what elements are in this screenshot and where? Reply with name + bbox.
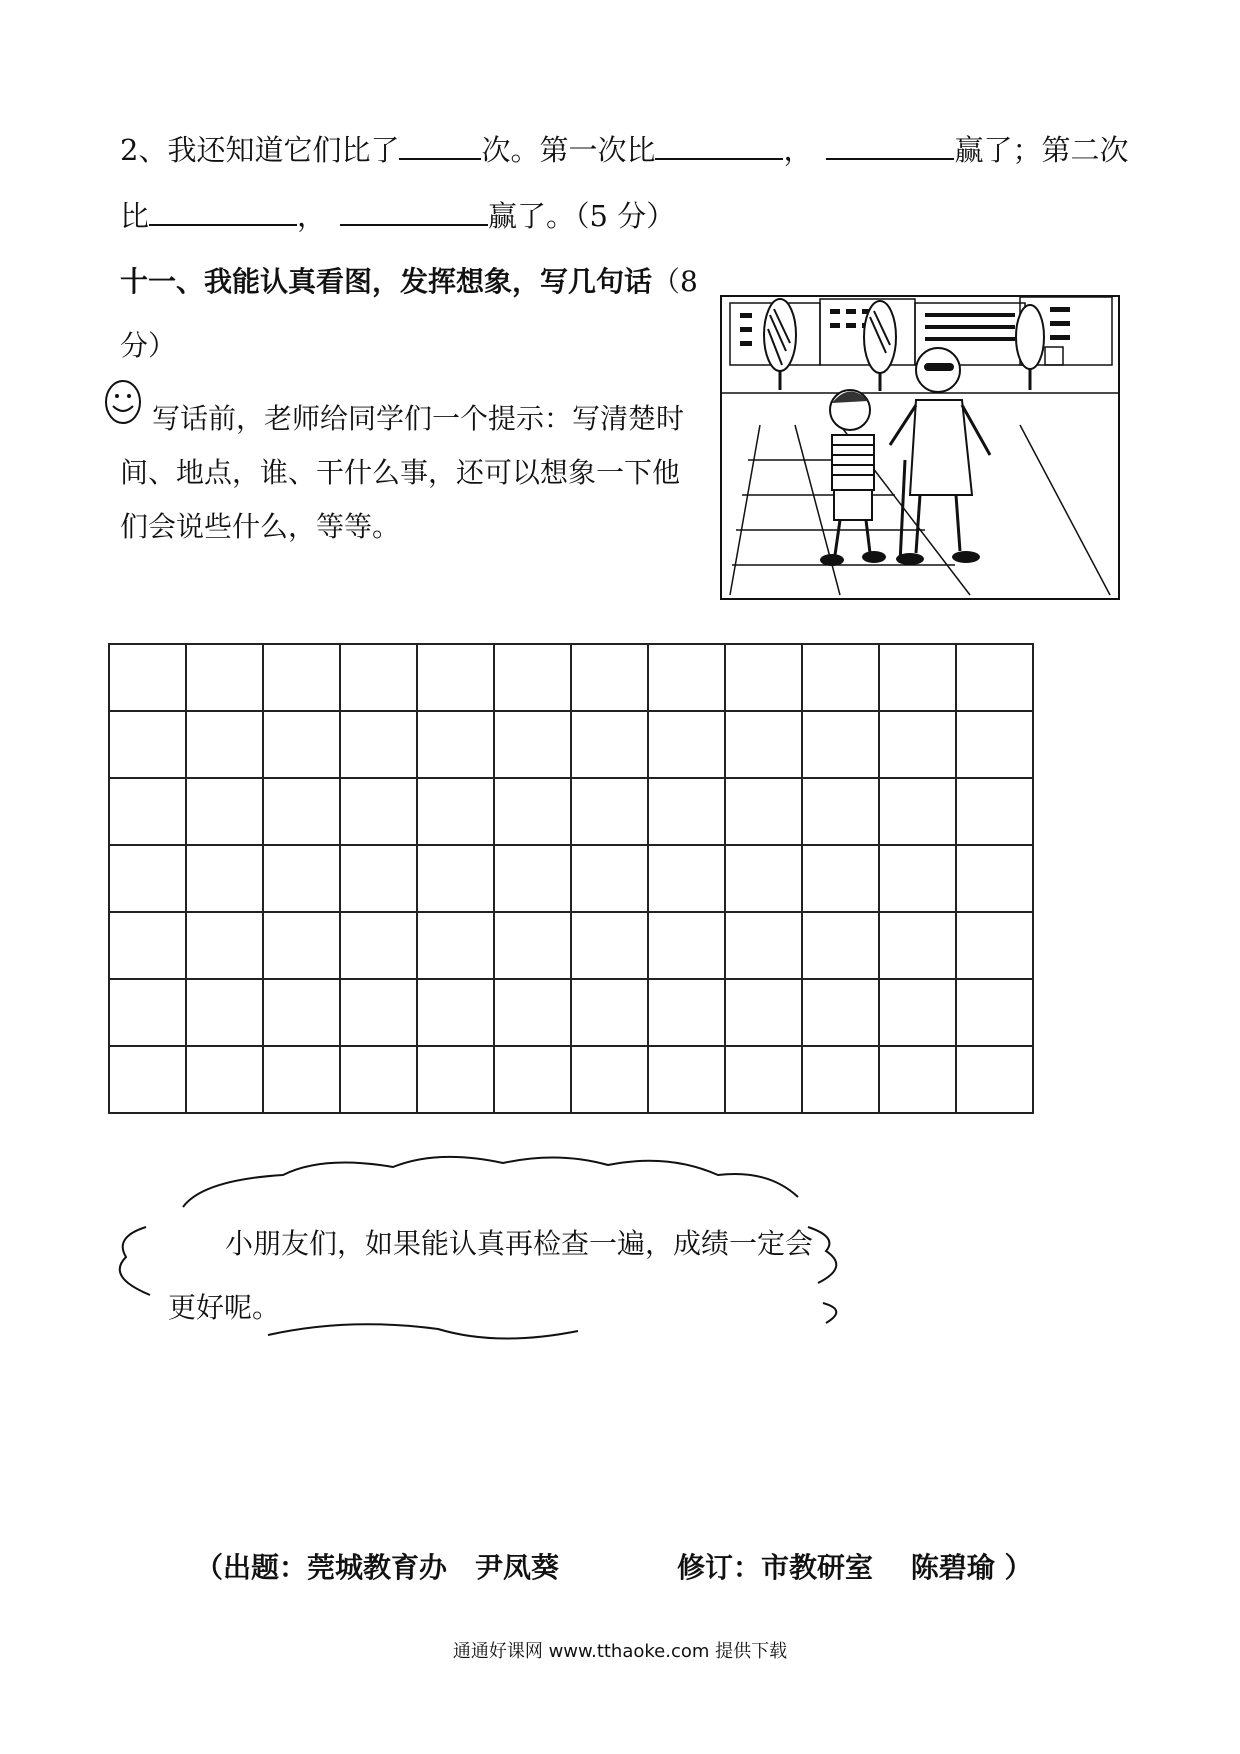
grid-cell[interactable] [186,644,263,711]
grid-cell[interactable] [648,778,725,845]
grid-cell[interactable] [340,912,417,979]
grid-cell[interactable] [956,778,1033,845]
grid-cell[interactable] [340,845,417,912]
grid-cell[interactable] [417,644,494,711]
grid-row [109,845,1033,912]
grid-cell[interactable] [340,778,417,845]
grid-cell[interactable] [802,845,879,912]
grid-cell[interactable] [263,845,340,912]
grid-cell[interactable] [879,711,956,778]
grid-cell[interactable] [571,845,648,912]
answer-blank-first-winner[interactable] [826,134,954,160]
grid-cell[interactable] [186,845,263,912]
question-2-line-2: 比 ， 赢了。（5 分） [120,199,676,233]
grid-cell[interactable] [648,845,725,912]
grid-cell[interactable] [802,979,879,1046]
grid-cell[interactable] [109,979,186,1046]
grid-cell[interactable] [263,644,340,711]
grid-cell[interactable] [879,912,956,979]
grid-cell[interactable] [879,644,956,711]
grid-cell[interactable] [725,1046,802,1113]
grid-cell[interactable] [417,711,494,778]
grid-cell[interactable] [956,979,1033,1046]
grid-row [109,711,1033,778]
grid-cell[interactable] [571,778,648,845]
grid-cell[interactable] [725,979,802,1046]
grid-cell[interactable] [263,979,340,1046]
grid-cell[interactable] [956,1046,1033,1113]
grid-cell[interactable] [494,644,571,711]
grid-cell[interactable] [494,778,571,845]
answer-blank-second-match[interactable] [149,200,297,226]
grid-cell[interactable] [263,778,340,845]
grid-cell[interactable] [879,845,956,912]
section-11-heading: 十一、我能认真看图，发挥想象，写几句话（8 分） [120,265,698,362]
grid-cell[interactable] [494,1046,571,1113]
grid-cell[interactable] [417,845,494,912]
grid-cell[interactable] [648,644,725,711]
grid-cell[interactable] [109,912,186,979]
grid-cell[interactable] [109,778,186,845]
grid-cell[interactable] [802,644,879,711]
grid-cell[interactable] [494,711,571,778]
grid-cell[interactable] [956,711,1033,778]
grid-cell[interactable] [494,912,571,979]
grid-row [109,979,1033,1046]
grid-cell[interactable] [879,1046,956,1113]
grid-cell[interactable] [956,912,1033,979]
grid-cell[interactable] [186,778,263,845]
grid-row [109,912,1033,979]
grid-cell[interactable] [725,845,802,912]
grid-cell[interactable] [494,845,571,912]
grid-cell[interactable] [109,644,186,711]
page-footer: 通通好课网 www.tthaoke.com 提供下载 [452,1641,788,1662]
grid-cell[interactable] [340,711,417,778]
grid-cell[interactable] [340,979,417,1046]
grid-cell[interactable] [417,912,494,979]
grid-cell[interactable] [571,912,648,979]
answer-blank-count[interactable] [399,134,481,160]
grid-cell[interactable] [340,1046,417,1113]
grid-cell[interactable] [186,979,263,1046]
writing-hint: 写话前，老师给同学们一个提示：写清楚时间、地点，谁、干什么事，还可以想象一下他们会说些什么，等等。 [120,402,685,543]
grid-cell[interactable] [571,644,648,711]
grid-cell[interactable] [109,1046,186,1113]
grid-cell[interactable] [725,912,802,979]
grid-cell[interactable] [109,845,186,912]
grid-cell[interactable] [571,1046,648,1113]
grid-cell[interactable] [186,912,263,979]
grid-cell[interactable] [725,778,802,845]
writing-grid [108,643,1034,1114]
grid-cell[interactable] [186,1046,263,1113]
grid-cell[interactable] [417,1046,494,1113]
answer-blank-first-match[interactable] [655,134,783,160]
grid-cell[interactable] [494,979,571,1046]
grid-cell[interactable] [802,912,879,979]
grid-row [109,778,1033,845]
grid-cell[interactable] [263,1046,340,1113]
grid-cell[interactable] [571,711,648,778]
grid-cell[interactable] [648,711,725,778]
grid-cell[interactable] [648,1046,725,1113]
boy-helping-blind-man-illustration [720,295,1120,600]
answer-blank-second-winner[interactable] [340,200,488,226]
cloud-note-text: 小朋友们，如果能认真再检查一遍，成绩一定会更好呢。 [168,1227,814,1324]
credits-line: （出题：莞城教育办 尹凤葵 修订：市教研室 陈碧瑜 ） [195,1551,1033,1584]
grid-cell[interactable] [340,644,417,711]
grid-cell[interactable] [417,979,494,1046]
grid-cell[interactable] [956,845,1033,912]
question-2-line-1: 2、我还知道它们比了 次。第一次比 ， 赢了；第二次 [120,133,1129,167]
grid-cell[interactable] [648,912,725,979]
grid-row [109,644,1033,711]
grid-cell[interactable] [725,644,802,711]
grid-cell[interactable] [186,711,263,778]
grid-cell[interactable] [109,711,186,778]
grid-row [109,1046,1033,1113]
grid-cell[interactable] [263,711,340,778]
grid-cell[interactable] [417,778,494,845]
grid-cell[interactable] [648,979,725,1046]
grid-cell[interactable] [725,711,802,778]
grid-cell[interactable] [879,778,956,845]
grid-cell[interactable] [802,1046,879,1113]
grid-cell[interactable] [879,979,956,1046]
grid-cell[interactable] [263,912,340,979]
grid-cell[interactable] [802,778,879,845]
grid-cell[interactable] [802,711,879,778]
grid-cell[interactable] [956,644,1033,711]
grid-cell[interactable] [571,979,648,1046]
